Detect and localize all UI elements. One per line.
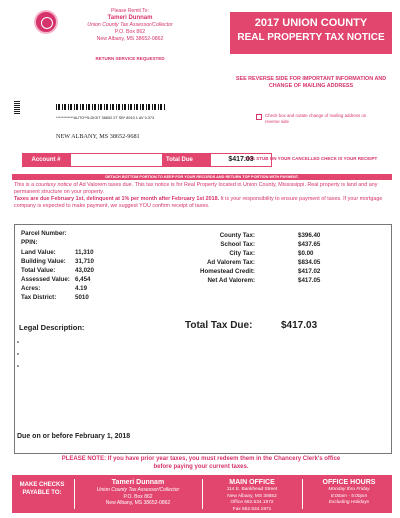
hours-heading: OFFICE HOURS [322,479,376,486]
return-service-text: RETURN SERVICE REQUESTED [95,56,165,61]
office-heading: MAIN OFFICE [229,479,275,486]
homestead-credit-value: $417.02 [298,268,321,275]
remit-po-box: P.O. Box 862 [114,29,146,35]
remit-label: Please Remit To: [111,8,149,14]
city-tax-label: City Tax: [229,250,255,257]
office-phone: Office 662.534.1972 [230,500,274,505]
footer-title: Union County Tax Assessor/Collector [96,487,180,493]
courtesy-notice [14,182,388,210]
footer-divider [202,479,203,509]
detach-banner: DETACH BOTTOM PORTION TO KEEP FOR YOUR RECORDS AND RETURN TOP PORTION WITH PAYMENT. [12,174,392,180]
net-ad-valorem-label: Net Ad Valorem: [207,277,255,284]
change-address-checkbox-label: Check box and notate change of mailing address on reverse side [265,113,367,124]
building-value: 31,710 [75,258,94,265]
parcel-number-label: Parcel Number: [21,230,67,237]
account-label: Account # [22,153,70,167]
legal-line-marker [17,365,19,367]
legal-description-label: Legal Description: [19,323,85,332]
school-tax-label: School Tax: [220,241,255,248]
notice-title-line1: 2017 UNION COUNTY [254,17,368,29]
footer-divider [302,479,303,509]
account-value [70,153,176,167]
office-street: 114 E. Bankhead Street [226,487,278,492]
ad-valorem-tax-label: Ad Valorem Tax: [206,259,255,266]
mailing-address: NEW ALBANY, MS 38652-9681 [56,133,140,140]
prior-year-note-line1: PLEASE NOTE: If you have prior year taxes, you must redeem them in the Chancery Clerk's office [61,456,341,462]
prior-year-note-line2: before paying your current taxes. [153,463,249,470]
courtesy-text-c: of Ad Valorem taxes due. This tax notice is for Real Property located in Union County, Mississippi. Real property is land and any permanent structure on your property. [14,182,378,195]
footer-office-block [208,475,296,513]
county-tax-value: $396.40 [298,232,321,239]
account-bar [22,153,254,167]
courtesy-text-b: courtesy notice [35,182,72,188]
land-value: 11,310 [75,249,94,256]
legal-line-marker [17,341,19,343]
school-tax-value: $437.65 [298,241,321,248]
notice-title-box [230,12,392,54]
total-value: 43,020 [75,267,94,274]
collector-name: Tameri Dunnam [107,15,153,21]
county-seal-logo [34,10,58,34]
legal-line-marker [17,353,19,355]
notice-title-line2: REAL PROPERTY TAX NOTICE [237,32,385,43]
office-fax: Fax 662.534.1971 [232,506,272,512]
side-barcode [14,100,20,114]
total-due-label: Total Due [162,153,210,167]
responsibility-text: It is your responsibility to ensure payment of taxes. If your mortgage company is expected to make payment, we suggest YOU confirm receipt of taxes. [14,196,383,209]
footer-city: New Albany, MS 38652-0862 [105,500,171,506]
remit-city: New Albany, MS 38652-0862 [96,36,164,42]
tax-details-panel [14,224,392,454]
footer-bar [12,475,392,513]
county-tax-label: County Tax: [219,232,255,239]
ad-valorem-tax-value: $834.05 [298,259,321,266]
due-date-text: Due on or before February 1, 2018 [17,433,131,440]
ppin-label: PPIN: [21,239,38,246]
net-ad-valorem-value: $417.05 [298,277,321,284]
footer-divider [74,479,75,509]
assessed-value: 6,454 [75,276,91,283]
land-value-label: Land Value: [21,249,56,256]
assessed-value-label: Assessed Value: [21,276,70,283]
hours-note: Excluding Holidays [328,500,370,505]
footer-hours-block [306,475,392,513]
change-address-checkbox[interactable] [256,114,262,120]
due-delinquent-text: Taxes are due February 1st, delinquent at 1% per month after February 1st 2018. [14,196,220,202]
total-value-label: Total Value: [21,267,56,274]
city-tax-value: $0.00 [298,250,314,257]
total-tax-due-value: $417.03 [281,320,318,331]
remit-to-block [60,8,200,43]
building-value-label: Building Value: [21,258,66,265]
mailing-code-line: ************AUTO**5-DIGIT 38652 2T SB* 8910 1 AV 0.373 [56,116,155,120]
reverse-side-text: SEE REVERSE SIDE FOR IMPORTANT INFORMATION AND CHANGE OF MAILING ADDRESS [235,76,387,89]
make-checks-payable: MAKE CHECKS PAYABLE TO: [19,482,65,496]
footer-remit-block [78,475,198,513]
total-tax-due-label: Total Tax Due: [185,320,253,331]
hours-days: Monday thru Friday [328,487,370,492]
hours-time: 8:00am - 5:00pm [330,493,368,499]
postal-barcode [56,104,166,110]
tax-district-value: 5010 [75,294,89,301]
office-city: New Albany, MS 38652 [227,493,277,499]
homestead-credit-label: Homestead Credit: [199,268,255,275]
courtesy-text-a: This is a [14,182,36,188]
acres-label: Acres: [21,285,41,292]
total-due-value: $417.03 [210,153,272,167]
stub-receipt-note: THIS STUB ON YOUR CANCELLED CHECK IS YOUR RECEIPT [244,156,378,161]
acres-value: 4.19 [75,285,88,292]
footer-name: Tameri Dunnam [111,479,165,486]
tax-district-label: Tax District: [21,294,57,301]
prior-year-note [14,456,388,471]
footer-po-box: P.O. Box 862 [123,493,153,500]
collector-title: Union County Tax Assessor/Collector [87,22,173,28]
